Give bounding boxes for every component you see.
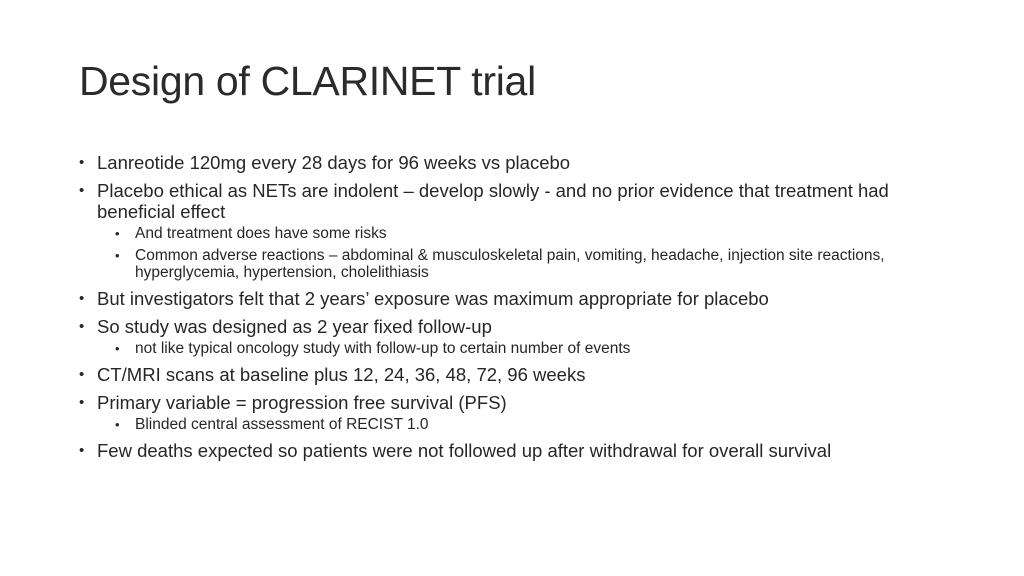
sub-bullet-item — [115, 340, 939, 357]
bullet-icon: • — [115, 341, 120, 356]
bullet-icon: • — [79, 366, 85, 383]
bullet-icon: • — [79, 290, 85, 307]
bullet-icon: • — [115, 226, 120, 241]
bullet-icon: • — [115, 417, 120, 432]
bullet-icon: • — [79, 318, 85, 335]
sub-bullet-text: And treatment does have some risks — [135, 225, 387, 242]
sub-bullet-list — [97, 225, 939, 281]
bullet-item — [79, 152, 939, 173]
sub-bullet-item — [115, 416, 939, 433]
bullet-text: Few deaths expected so patients were not followed up after withdrawal for overall survival — [97, 440, 832, 461]
bullet-item — [79, 440, 939, 461]
bullet-item — [79, 180, 939, 281]
bullet-icon: • — [79, 394, 85, 411]
bullet-text: So study was designed as 2 year fixed follow-up — [97, 316, 492, 337]
bullet-item — [79, 316, 939, 357]
slide-title: Design of CLARINET trial — [79, 58, 536, 104]
slide-body — [79, 152, 939, 468]
bullet-text: But investigators felt that 2 years’ exposure was maximum appropriate for placebo — [97, 288, 769, 309]
sub-bullet-item — [115, 225, 939, 242]
bullet-text: Lanreotide 120mg every 28 days for 96 weeks vs placebo — [97, 152, 571, 173]
sub-bullet-list — [97, 416, 939, 433]
bullet-text: Placebo ethical as NETs are indolent – develop slowly - and no prior evidence that treatment had beneficial effect — [97, 180, 889, 222]
bullet-icon: • — [79, 154, 85, 171]
bullet-item — [79, 288, 939, 309]
sub-bullet-text: Blinded central assessment of RECIST 1.0 — [135, 416, 429, 433]
sub-bullet-item — [115, 247, 939, 281]
sub-bullet-text: Common adverse reactions – abdominal & musculoskeletal pain, vomiting, headache, injection site reactions, hyperglycemia, hypertension, cholelithiasis — [135, 247, 885, 281]
bullet-icon: • — [79, 442, 85, 459]
bullet-icon: • — [115, 248, 120, 263]
sub-bullet-text: not like typical oncology study with follow-up to certain number of events — [135, 340, 631, 357]
sub-bullet-list — [97, 340, 939, 357]
bullet-text: CT/MRI scans at baseline plus 12, 24, 36, 48, 72, 96 weeks — [97, 364, 586, 385]
bullet-text: Primary variable = progression free survival (PFS) — [97, 392, 507, 413]
bullet-icon: • — [79, 182, 85, 199]
bullet-list — [79, 152, 939, 461]
bullet-item — [79, 392, 939, 433]
bullet-item — [79, 364, 939, 385]
